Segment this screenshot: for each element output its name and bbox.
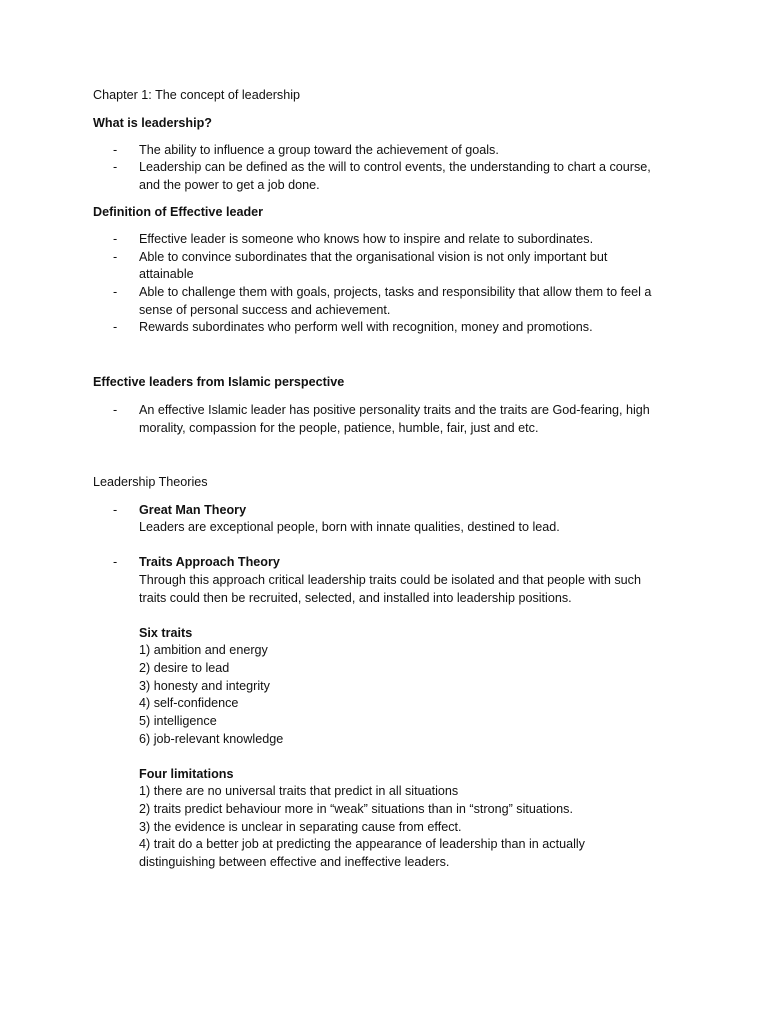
bullet-text: Effective leader is someone who knows how to inspire and relate to subordinates.	[139, 232, 594, 246]
bullet-text: Able to convince subordinates that the organisational vision is not only important but	[139, 250, 608, 264]
bullet-marker: -	[113, 503, 118, 517]
limitation-item: 2) traits predict behaviour more in “weak” situations than in “strong” situations.	[139, 802, 573, 816]
bullet-text: An effective Islamic leader has positive personality traits and the traits are God-fearing, high	[139, 403, 650, 417]
trait-item: 6) job-relevant knowledge	[139, 732, 284, 746]
bullet-text: morality, compassion for the people, patience, humble, fair, just and etc.	[139, 421, 539, 435]
chapter-title: Chapter 1: The concept of leadership	[93, 88, 300, 102]
bullet-text: The ability to influence a group toward the achievement of goals.	[139, 143, 499, 157]
limitation-item: distinguishing between effective and ineffective leaders.	[139, 855, 450, 869]
bullet-text: and the power to get a job done.	[139, 178, 320, 192]
bullet-text: attainable	[139, 267, 194, 281]
great-man-text: Leaders are exceptional people, born with innate qualities, destined to lead.	[139, 520, 560, 534]
trait-item: 1) ambition and energy	[139, 643, 268, 657]
bullet-marker: -	[113, 555, 118, 569]
bullet-text: Leadership can be defined as the will to control events, the understanding to chart a course,	[139, 160, 651, 174]
bullet-marker: -	[113, 320, 118, 334]
bullet-text: Able to challenge them with goals, projects, tasks and responsibility that allow them to feel a	[139, 285, 652, 299]
bullet-marker: -	[113, 232, 118, 246]
limitation-item: 1) there are no universal traits that predict in all situations	[139, 784, 459, 798]
section-heading-islamic: Effective leaders from Islamic perspective	[93, 375, 345, 389]
six-traits-heading: Six traits	[139, 626, 193, 640]
trait-item: 4) self-confidence	[139, 696, 239, 710]
traits-text: traits could then be recruited, selected, and installed into leadership positions.	[139, 591, 572, 605]
trait-item: 2) desire to lead	[139, 661, 230, 675]
trait-item: 5) intelligence	[139, 714, 217, 728]
four-limitations-heading: Four limitations	[139, 767, 234, 781]
bullet-marker: -	[113, 160, 118, 174]
traits-text: Through this approach critical leadership traits could be isolated and that people with such	[139, 573, 641, 587]
great-man-title: Great Man Theory	[139, 503, 247, 517]
limitation-item: 4) trait do a better job at predicting the appearance of leadership than in actually	[139, 837, 585, 851]
section-heading-what-is: What is leadership?	[93, 116, 212, 130]
bullet-marker: -	[113, 143, 118, 157]
bullet-marker: -	[113, 285, 118, 299]
section-heading-theories: Leadership Theories	[93, 475, 208, 489]
bullet-marker: -	[113, 250, 118, 264]
traits-title: Traits Approach Theory	[139, 555, 280, 569]
trait-item: 3) honesty and integrity	[139, 679, 270, 693]
bullet-text: Rewards subordinates who perform well with recognition, money and promotions.	[139, 320, 593, 334]
section-heading-definition: Definition of Effective leader	[93, 205, 264, 219]
bullet-marker: -	[113, 403, 118, 417]
limitation-item: 3) the evidence is unclear in separating cause from effect.	[139, 820, 462, 834]
bullet-text: sense of personal success and achievement.	[139, 303, 391, 317]
